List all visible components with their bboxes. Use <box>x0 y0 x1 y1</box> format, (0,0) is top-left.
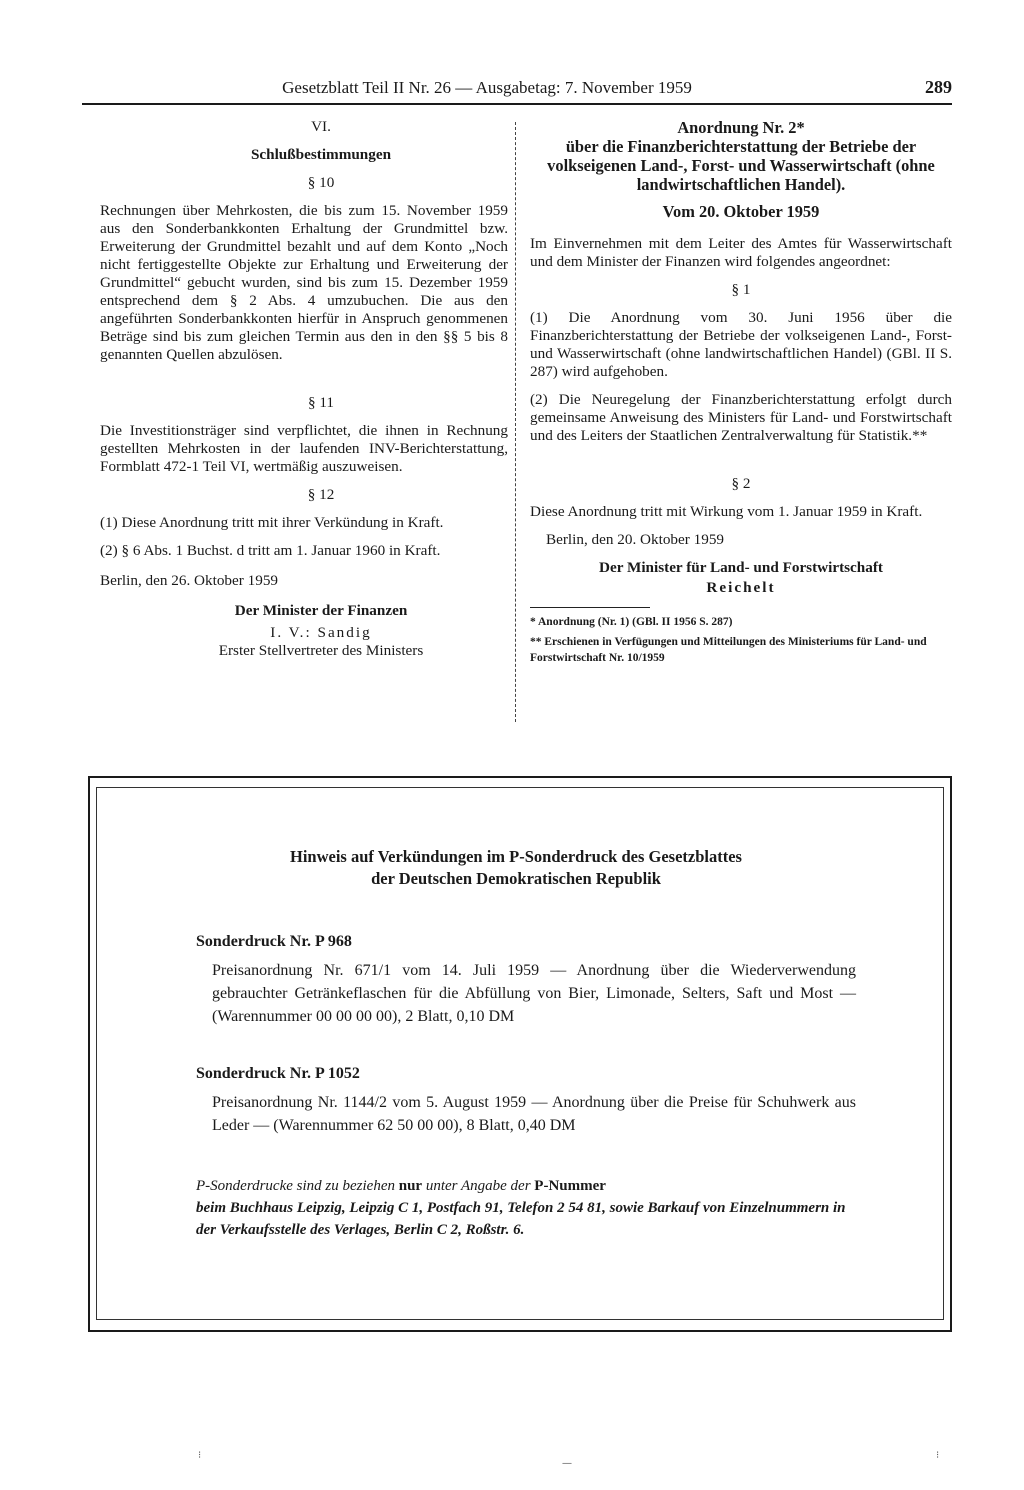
order-intro: Im Einvernehmen mit dem Leiter des Amtes für Wasserwirtschaft und dem Minister der Finanzen wird folgendes angeordnet: <box>530 235 952 270</box>
part-title: Schlußbestimmungen <box>250 146 392 163</box>
footnote-rule <box>530 607 650 608</box>
section-11-text: Die Investitionsträger sind verpflichtet, die ihnen in Rechnung gestellten Mehrkosten in der laufenden INV-Berichterstattung, Formblatt 472-1 Teil VI, wertmäßig auszuweisen. <box>100 422 508 475</box>
scan-mark: ⁝ <box>198 1450 202 1461</box>
section-2-text: Diese Anordnung tritt mit Wirkung vom 1. Januar 1959 in Kraft. <box>530 503 923 520</box>
section-12-para-2: (2) § 6 Abs. 1 Buchst. d tritt am 1. Januar 1960 in Kraft. <box>100 542 441 559</box>
section-12-heading: § 12 <box>307 486 335 503</box>
footnote-2: ** Erschienen in Verfügungen und Mitteilungen des Ministeriums für Land- und Forstwirtschaft Nr. 10/1959 <box>530 636 927 664</box>
section-12-para-1: (1) Diese Anordnung tritt mit ihrer Verkündung in Kraft. <box>100 514 444 531</box>
order-info-emphasis-nur: nur <box>398 1178 423 1194</box>
page-number: 289 <box>925 77 952 97</box>
order-subtitle: über die Finanzberichterstattung der Betriebe der volkseigenen Land-, Forst- und Wasserwirtschaft (ohne landwirtschaftlichen Handel). <box>547 137 935 194</box>
section-10-heading: § 10 <box>307 174 335 191</box>
page-header <box>82 76 952 102</box>
sonderdruck-968-label: Sonderdruck Nr. P 968 <box>196 933 352 950</box>
section-1-para-1: (1) Die Anordnung vom 30. Juni 1956 über die Finanzberichterstattung der Betriebe der volkseigenen Land-, Forst- und Wasserwirtschaft (ohne landwirtschaftlichen Handel) (GBl. II S. 287) wird aufgehoben. <box>530 309 952 380</box>
section-2-heading: § 2 <box>731 475 751 492</box>
section-10-text: Rechnungen über Mehrkosten, die bis zum 15. November 1959 aus den Sonderbankkonten Erhaltung der Grundmittel bzw. Erweiterung der Grundmittel bezahlt und auf dem Konto „Noch nicht fertiggestellte Objekte zur Erhaltung und Erweiterung der Grundmittel“ gebucht wurden, sind bis zum 15. Dezember 1959 entsprechend dem § 2 Abs. 4 umzubuchen. Die aus den angeführten Sonderbankkonten hierfür in Anspruch genommenen Beträge sind bis zum gleichen Termin aus den in den §§ 5 bis 8 genannten Quellen abzulösen. <box>100 202 508 363</box>
order-info-part-3: unter Angabe der <box>425 1178 531 1194</box>
order-date: Vom 20. Oktober 1959 <box>662 202 820 221</box>
section-1-para-2: (2) Die Neuregelung der Finanzberichterstattung erfolgt durch gemeinsame Anweisung des Ministers für Land- und Forstwirtschaft und des Leiters der Staatlichen Zentralverwaltung für Statistik.** <box>530 391 952 444</box>
left-signer-title: Der Minister der Finanzen <box>234 602 408 619</box>
order-info-address: beim Buchhaus Leipzig, Leipzig C 1, Postfach 91, Telefon 2 54 81, sowie Barkauf von Einzelnummern in der Verkaufsstelle des Verlages, Berlin C 2, Roßstr. 6. <box>196 1200 846 1238</box>
scan-mark: ⁝ <box>936 1450 940 1461</box>
order-info-part-1: P-Sonderdrucke sind zu beziehen <box>196 1178 395 1194</box>
right-column <box>530 118 952 666</box>
column-divider <box>515 122 517 722</box>
left-signer-role: Erster Stellvertreter des Ministers <box>218 642 424 659</box>
right-place-date: Berlin, den 20. Oktober 1959 <box>546 531 725 548</box>
running-title: Gesetzblatt Teil II Nr. 26 — Ausgabetag: 7. November 1959 <box>282 78 692 97</box>
notice-content <box>196 846 856 1241</box>
sonderdruck-968-text: Preisanordnung Nr. 671/1 vom 14. Juli 1959 — Anordnung über die Wiederverwendung gebrauchter Getränkeflaschen für die Abfüllung von Bier, Limonade, Selters, Saft und Most — (Warennummer 00 00 00 00), 2 Blatt, 0,10 DM <box>212 962 856 1025</box>
sonderdruck-1052-text: Preisanordnung Nr. 1144/2 vom 5. August 1959 — Anordnung über die Preise für Schuhwerk aus Leder — (Warennummer 62 50 00 00), 8 Blatt, 0,40 DM <box>212 1094 856 1134</box>
notice-title-line-2: der Deutschen Demokratischen Republik <box>371 869 661 888</box>
scan-mark: — <box>562 1458 572 1469</box>
left-place-date: Berlin, den 26. Oktober 1959 <box>100 572 279 589</box>
part-number: VI. <box>311 118 331 135</box>
section-11-heading: § 11 <box>307 394 334 411</box>
header-rule <box>82 103 952 105</box>
order-info-emphasis-p-nummer: P-Nummer <box>534 1178 606 1194</box>
sonderdruck-1052-label: Sonderdruck Nr. P 1052 <box>196 1065 360 1082</box>
section-1-heading: § 1 <box>731 281 751 298</box>
right-signer-name: Reichelt <box>706 579 776 596</box>
footnote-1: * Anordnung (Nr. 1) (GBl. II 1956 S. 287) <box>530 616 733 628</box>
left-signer-name: I. V.: Sandig <box>270 624 372 641</box>
order-info <box>196 1175 856 1241</box>
order-title: Anordnung Nr. 2* <box>677 118 805 137</box>
left-column <box>100 118 508 660</box>
notice-title-line-1: Hinweis auf Verkündungen im P-Sonderdruck des Gesetzblattes <box>290 847 742 866</box>
right-signer-title: Der Minister für Land- und Forstwirtschaft <box>599 559 883 576</box>
